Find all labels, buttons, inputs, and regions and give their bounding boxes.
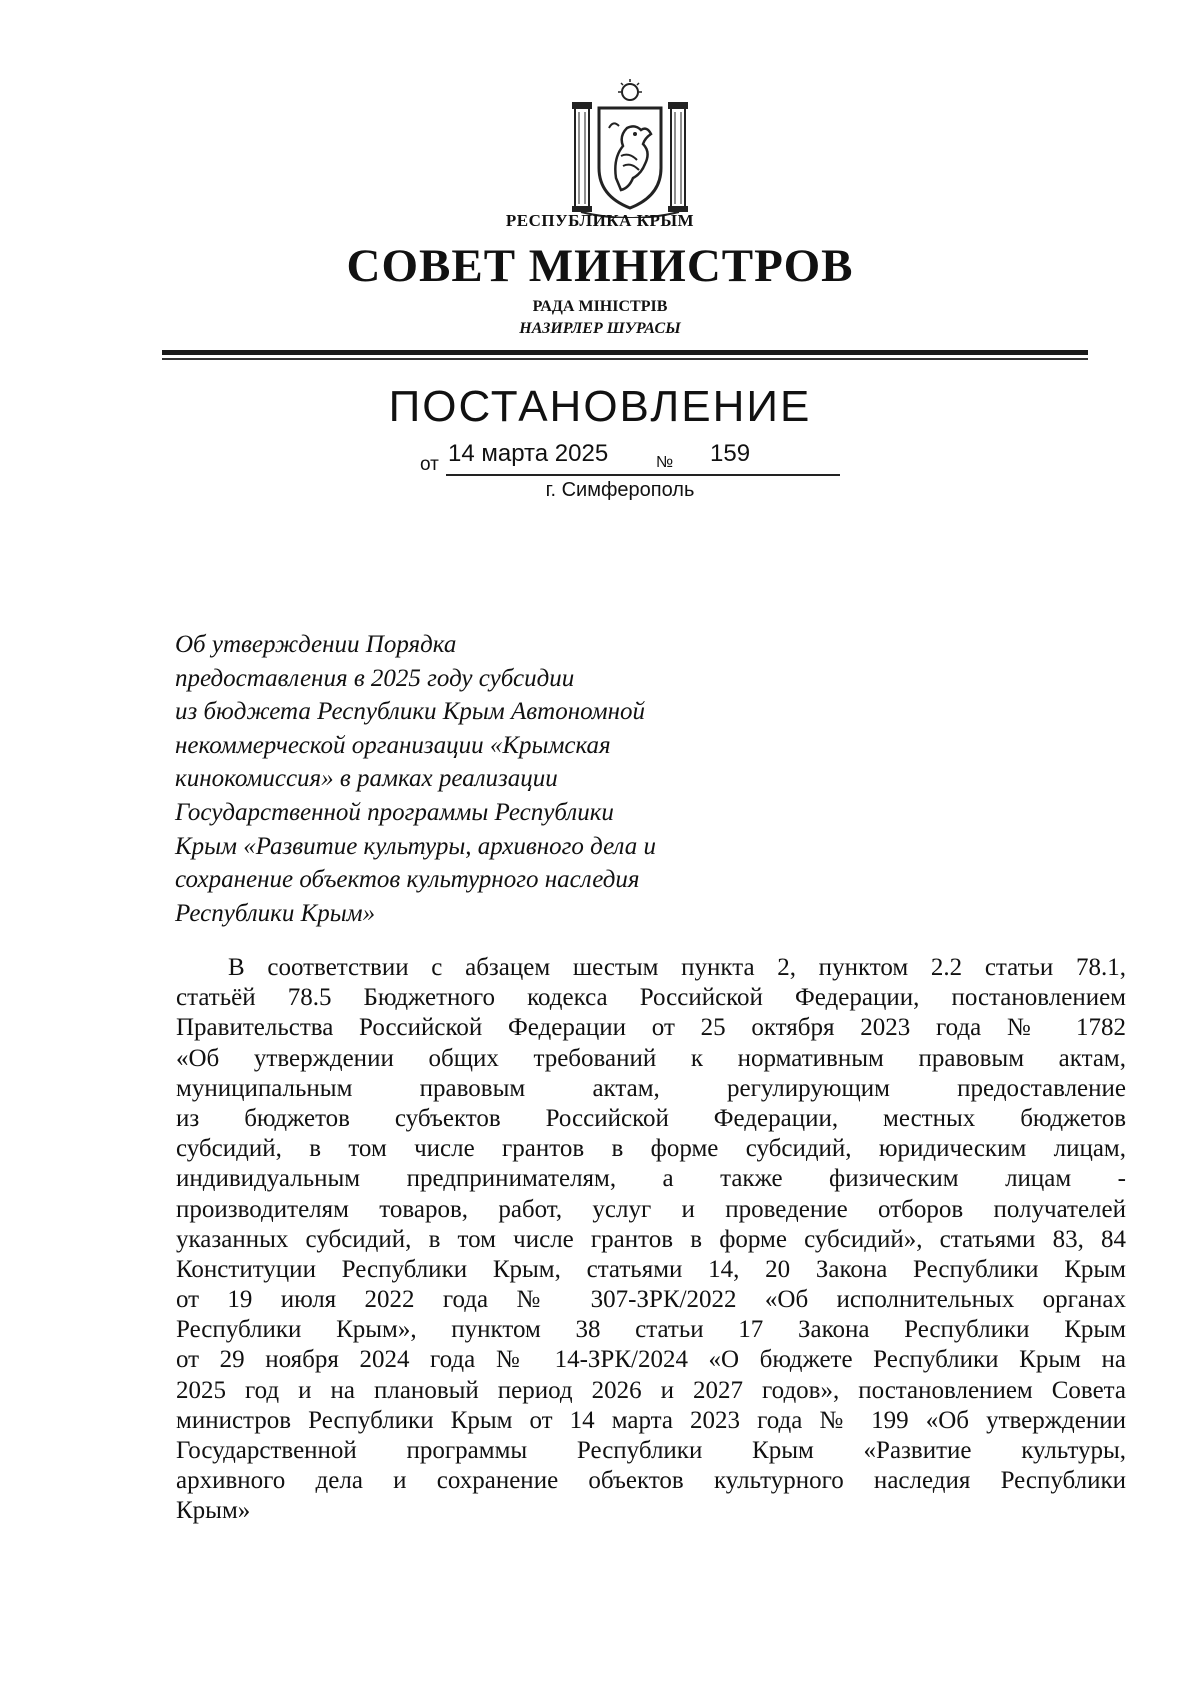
decree-city: г. Симферополь — [545, 479, 695, 501]
body-line: архивного дела и сохранение объектов культурного наследия Республики — [176, 1467, 1126, 1495]
republic-name: РЕСПУБЛИКА КРЫМ — [505, 211, 695, 230]
decree-subject — [175, 628, 795, 930]
subject-line: некоммерческой организации «Крымская — [175, 731, 611, 759]
date-underline — [446, 474, 840, 476]
body-line: Республики Крым», пунктом 38 статьи 17 Закона Республики Крым — [176, 1316, 1126, 1344]
council-name-ukrainian: РАДА МІНІСТРІВ — [532, 298, 668, 315]
decree-number: 159 — [710, 440, 751, 467]
body-line: от 29 ноября 2024 года № 14-ЗРК/2024 «О бюджете Республики Крым на — [176, 1346, 1126, 1374]
decree-preamble — [176, 953, 1126, 1527]
subject-line: Государственной программы Республики — [175, 798, 614, 826]
council-name: СОВЕТ МИНИСТРОВ — [346, 240, 854, 292]
subject-line: сохранение объектов культурного наследия — [175, 866, 640, 894]
council-name-crimean-tatar: НАЗИРЛЕР ШУРАСЫ — [519, 320, 681, 337]
body-line: 2025 год и на плановый период 2026 и 2027 годов», постановлением Совета — [176, 1376, 1126, 1404]
body-line: министров Республики Крым от 14 марта 2023 года № 199 «Об утверждении — [176, 1406, 1126, 1434]
body-line: Правительства Российской Федерации от 25 октября 2023 года № 1782 — [176, 1014, 1126, 1042]
decree-title: ПОСТАНОВЛЕНИЕ — [388, 382, 812, 431]
body-line: В соответствии с абзацем шестым пункта 2, пунктом 2.2 статьи 78.1, — [228, 954, 1126, 981]
body-line: указанных субсидий, в том числе грантов в форме субсидий», статьями 83, 84 — [176, 1225, 1126, 1253]
subject-line: Крым «Развитие культуры, архивного дела и — [175, 832, 656, 860]
body-line: из бюджетов субъектов Российской Федерации, местных бюджетов — [176, 1104, 1126, 1132]
body-line: Конституции Республики Крым, статьями 14, 20 Закона Республики Крым — [176, 1255, 1126, 1283]
body-line: статьёй 78.5 Бюджетного кодекса Российской Федерации, постановлением — [176, 984, 1126, 1012]
body-line: субсидий, в том числе грантов в форме субсидий, юридическим лицам, — [176, 1135, 1126, 1163]
body-line: Крым» — [176, 1497, 251, 1525]
number-prefix: № — [656, 454, 674, 471]
subject-line: предоставления в 2025 году субсидии — [175, 664, 575, 692]
body-line: Государственной программы Республики Крым «Развитие культуры, — [176, 1437, 1126, 1464]
decree-date: 14 марта 2025 — [448, 440, 609, 467]
subject-line: Об утверждении Порядка — [175, 631, 457, 658]
body-line: «Об утверждении общих требований к нормативным правовым актам, — [176, 1044, 1126, 1072]
header-divider-thin — [162, 358, 1088, 360]
crimea-coat-of-arms-icon — [571, 78, 689, 218]
subject-line: кинокомиссия» в рамках реализации — [175, 765, 558, 793]
body-line: муниципальным правовым актам, регулирующим предоставление — [176, 1074, 1126, 1102]
date-prefix: от — [420, 454, 439, 475]
decree-date-line — [420, 440, 840, 476]
subject-line: из бюджета Республики Крым Автономной — [175, 698, 645, 726]
body-line: производителям товаров, работ, услуг и проведение отборов получателей — [176, 1195, 1126, 1223]
body-line: индивидуальным предпринимателям, а также физическим лицам - — [176, 1165, 1126, 1193]
body-line: от 19 июля 2022 года № 307-ЗРК/2022 «Об исполнительных органах — [176, 1286, 1126, 1314]
subject-line: Республики Крым» — [175, 899, 376, 927]
header-divider-thick — [162, 350, 1088, 355]
